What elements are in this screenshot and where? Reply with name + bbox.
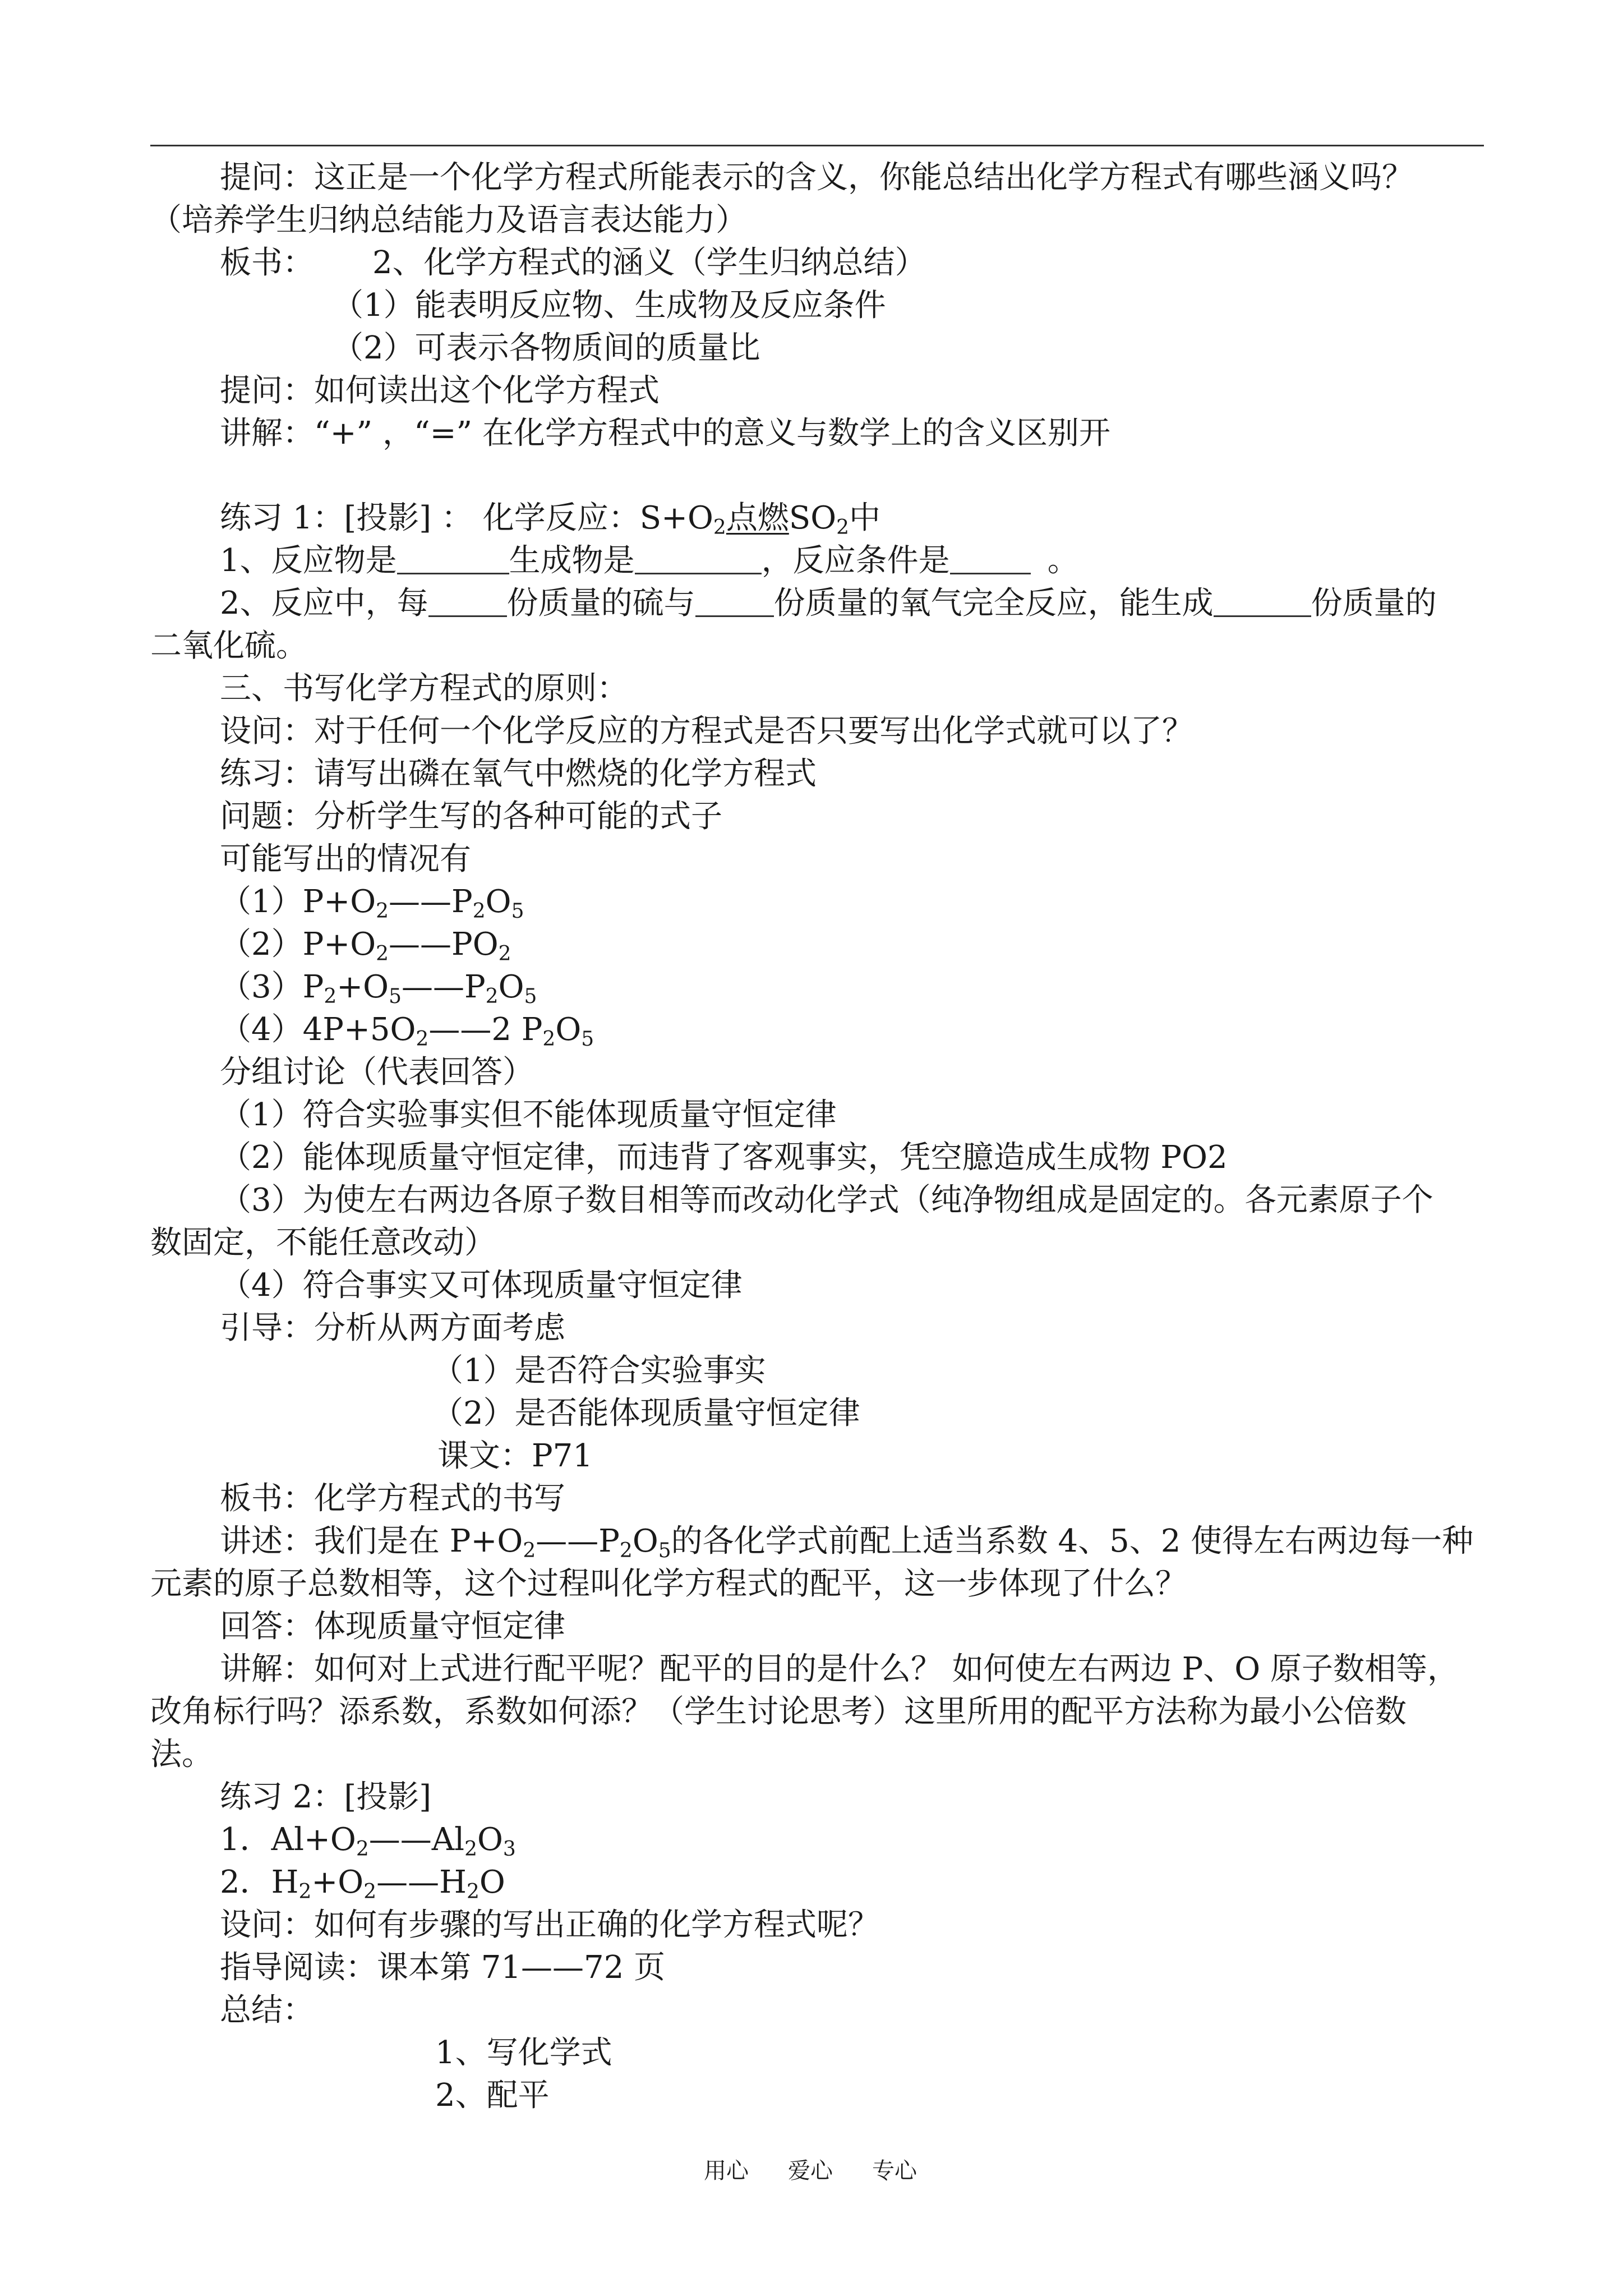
line: （2）是否能体现质量守恒定律 — [432, 1395, 860, 1432]
label: 板书： — [220, 245, 314, 281]
reaction-condition: 点燃 — [726, 500, 789, 536]
line: 法。 — [150, 1736, 213, 1773]
line: 讲解：“+” ，“=” 在化学方程式中的意义与数学上的含义区别开 — [220, 415, 1110, 452]
line: 讲解：如何对上式进行配平呢？配平的目的是什么？ 如何使左右两边 P、O 原子数相等， — [220, 1651, 1459, 1687]
line: 总结： — [220, 1992, 314, 2028]
line: （1）符合实验事实但不能体现质量守恒定律 — [220, 1097, 837, 1133]
line: 提问：如何读出这个化学方程式 — [220, 372, 660, 409]
blank — [950, 541, 1031, 574]
blank — [397, 541, 509, 574]
fill-blank-line: 1、反应物是 生成物是 ，反应条件是 。 — [220, 542, 1079, 579]
header-rule — [150, 145, 1484, 146]
fill-blank-line: 2、反应中，每 份质量的硫与 份质量的氧气完全反应，能生成 份质量的 — [220, 585, 1437, 622]
line: 1、写化学式 — [435, 2035, 612, 2071]
line: 板书：化学方程式的书写 — [220, 1480, 565, 1517]
page-footer — [704, 2155, 956, 2187]
line: 二氧化硫。 — [150, 628, 307, 664]
line: 问题：分析学生写的各种可能的式子 — [220, 798, 722, 835]
line — [220, 243, 926, 283]
line: （4）符合事实又可体现质量守恒定律 — [220, 1267, 743, 1304]
line: 回答：体现质量守恒定律 — [220, 1608, 565, 1645]
line: 提问：这正是一个化学方程式所能表示的含义，你能总结出化学方程式有哪些涵义吗？ — [220, 159, 1413, 196]
footer-text: 专心 — [872, 2158, 917, 2184]
line: （培养学生归纳总结能力及语言表达能力） — [150, 202, 747, 238]
line: 设问：如何有步骤的写出正确的化学方程式呢？ — [220, 1907, 879, 1943]
line: 指导阅读：课本第 71——72 页 — [220, 1949, 666, 1986]
blank — [428, 584, 507, 617]
line: 练习 2：[投影] — [220, 1779, 432, 1815]
blank — [695, 584, 774, 617]
section-heading: 三、书写化学方程式的原则： — [220, 670, 628, 707]
blank — [1214, 584, 1311, 617]
line: 设问：对于任何一个化学反应的方程式是否只要写出化学式就可以了？ — [220, 713, 1193, 749]
equation: $(4)4P+5O_2——2$ $P_2O_5$ — [220, 1011, 594, 1051]
line: （3）为使左右两边各原子数目相等而改动化学式（纯净物组成是固定的。各元素原子个 — [220, 1182, 1433, 1218]
line: （1）能表明反应物、生成物及反应条件 — [332, 287, 886, 324]
line: 讲述：我们是在 $P+O_2——P_2O_5$的各化学式前配上适当系数 4、5、2 使得左右两边每一种 — [220, 1523, 1474, 1562]
equation: $(3)P_2+O_5——P_2O_5$ — [220, 969, 537, 1008]
line: 分组讨论（代表回答） — [220, 1054, 534, 1091]
line: （2）可表示各物质间的质量比 — [332, 330, 760, 366]
line: （2）能体现质量守恒定律，而违背了客观事实，凭空臆造成生成物 PO2 — [220, 1139, 1228, 1176]
blank — [635, 541, 762, 574]
exercise-1-line: 练习 1：[投影] ： 化学反应：$S+O_2$点燃$SO_2$中 — [220, 500, 881, 539]
equation: 1．$Al+O_2——Al_2O_3$ — [220, 1821, 516, 1861]
line: 练习：请写出磷在氧气中燃烧的化学方程式 — [220, 756, 817, 792]
line: 数固定，不能任意改动） — [150, 1225, 496, 1261]
equation: 2．$H_2+O_2——H_2O$ — [220, 1864, 505, 1903]
footer-text: 用心 — [704, 2158, 749, 2184]
equation: $(1)P+O_2——P_2O_5$ — [220, 884, 524, 923]
heading: 2、化学方程式的涵义（学生归纳总结） — [372, 245, 926, 281]
line: 改角标行吗？添系数，系数如何添？（学生讨论思考）这里所用的配平方法称为最小公倍数 — [150, 1694, 1407, 1730]
footer-text: 爱心 — [788, 2158, 833, 2184]
equation: $(2)P+O_2——PO_2$ — [220, 926, 511, 965]
line: 元素的原子总数相等，这个过程叫化学方程式的配平，这一步体现了什么？ — [150, 1566, 1187, 1602]
line: 2、配平 — [435, 2077, 550, 2114]
line: 课文：P71 — [437, 1438, 593, 1474]
line: 可能写出的情况有 — [220, 841, 471, 877]
line: 引导：分析从两方面考虑 — [220, 1310, 565, 1346]
line: （1）是否符合实验事实 — [432, 1352, 766, 1389]
